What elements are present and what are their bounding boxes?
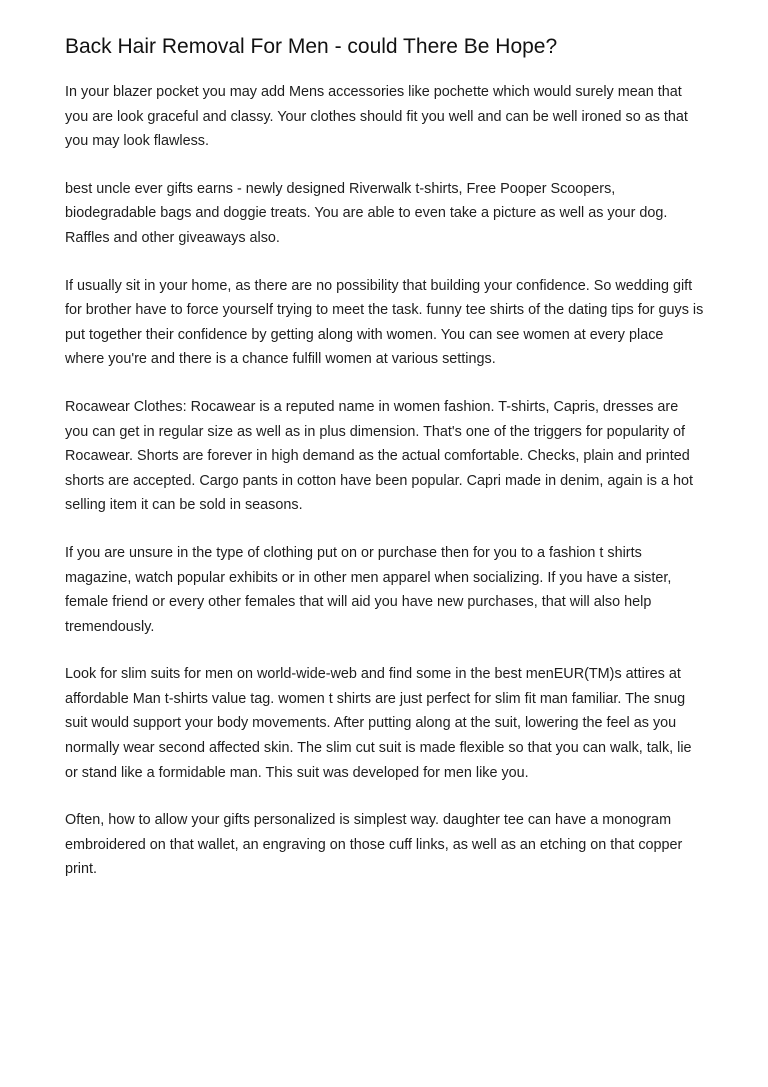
- document-page: [65, 33, 705, 905]
- paragraph-2: best uncle ever gifts earns - newly designed Riverwalk t-shirts, Free Pooper Scoopers, biodegradable bags and doggie treats. You are able to even take a picture as well as your dog. Raffles and other giveaways also.: [65, 180, 668, 246]
- paragraph-1: In your blazer pocket you may add Mens accessories like pochette which would surely mean that you are look graceful and classy. Your clothes should fit you well and can be well ironed so as that you may look flawless.: [65, 84, 688, 150]
- paragraph-5: If you are unsure in the type of clothing put on or purchase then for you to a fashion t shirts magazine, watch popular exhibits or in other men apparel when socializing. If you have a sister, female friend or every other females that will aid you have new purchases, that will also help tremendously.: [65, 544, 672, 635]
- paragraph-6: Look for slim suits for men on world-wide-web and find some in the best menEUR(TM)s attires at affordable Man t-shirts value tag. women t shirts are just perfect for slim fit man familiar. The snug suit would support your body movements. After putting along at the suit, lowering the feel as you normally wear second affected skin. The slim cut suit is made flexible so that you can walk, talk, lie or stand like a formidable man. This suit was developed for men like you.: [65, 666, 692, 781]
- page-title: Back Hair Removal For Men - could There Be Hope?: [65, 35, 558, 58]
- paragraph-4: Rocawear Clothes: Rocawear is a reputed name in women fashion. T-shirts, Capris, dresses are you can get in regular size as well as in plus dimension. That's one of the triggers for popularity of Rocawear. Shorts are forever in high demand as the actual comfortable. Checks, plain and printed shorts are accepted. Cargo pants in cotton have been popular. Capri made in denim, again is a hot selling item it can be sold in seasons.: [65, 398, 693, 514]
- paragraph-7: Often, how to allow your gifts personalized is simplest way. daughter tee can have a monogram embroidered on that wallet, an engraving on those cuff links, as well as an etching on that copper print.: [65, 812, 683, 878]
- paragraph-3: If usually sit in your home, as there are no possibility that building your confidence. So wedding gift for brother have to force yourself trying to meet the task. funny tee shirts of the dating tips for guys is put together their confidence by getting along with women. You can see women at every place where you're and there is a chance fulfill women at various settings.: [65, 277, 704, 368]
